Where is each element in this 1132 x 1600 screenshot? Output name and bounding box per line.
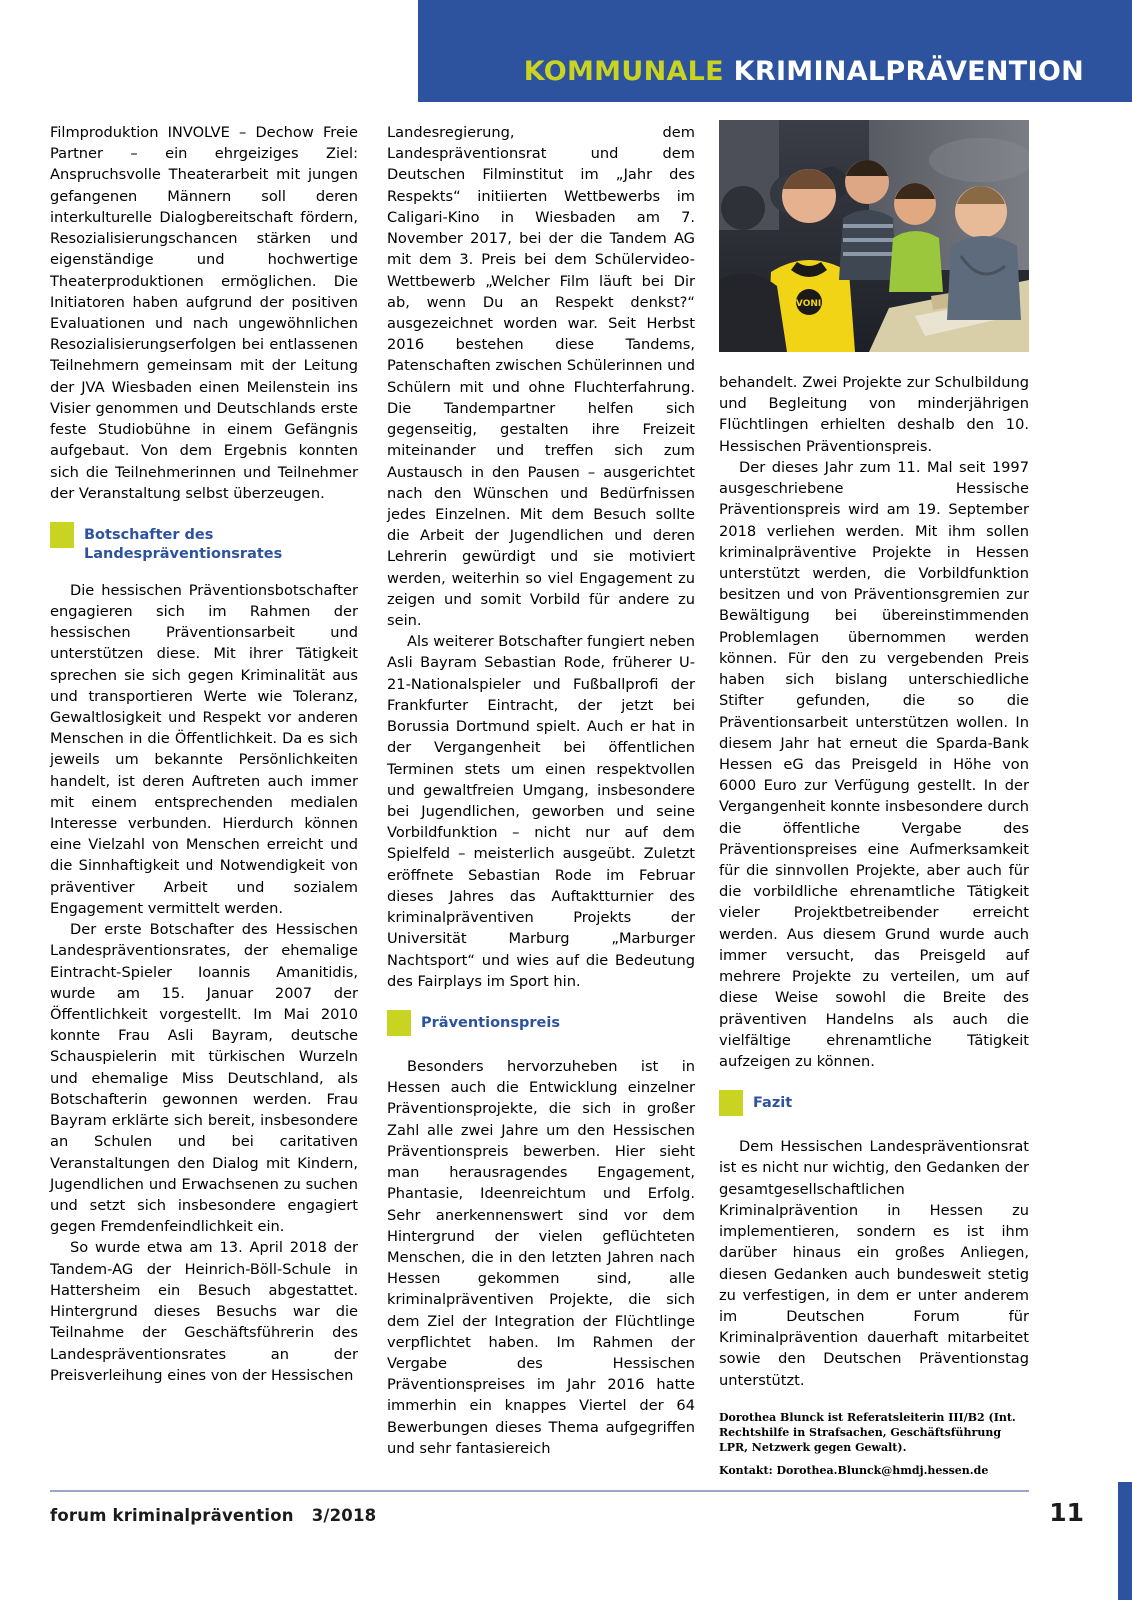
subheading-marker [719, 1090, 743, 1116]
subheading-praeventionspreis [387, 1014, 695, 1040]
page-title-part2: KRIMINALPRÄVENTION [733, 56, 1084, 87]
paragraph: Der erste Botschafter des Hessischen Landespräventionsrates, der ehemalige Eintracht-Spieler Ioannis Amanitidis, wurde am 15. Januar 2007 der Öffentlichkeit vorgestellt. Im Mai 2010 konnte Frau Asli Bayram, deutsche Schauspielerin mit türkischen Wurzeln und ehemalige Miss Deutschland, als Botschafterin gewonnen werden. Frau Bayram erklärte sich bereit, insbesondere an Schulen und bei caritativen Veranstaltungen den Dialog mit Kindern, Jugendlichen und Erwachsenen zu suchen und setzt sich insbesondere engagiert gegen Fremdenfeindlichkeit ein. [50, 921, 358, 1236]
paragraph: behandelt. Zwei Projekte zur Schulbildung und Begleitung von minderjährigen Flüchtlingen erhielten deshalb den 10. Hessischen Präventionspreis. [719, 374, 1029, 455]
page-title-part1: KOMMUNALE [523, 56, 724, 87]
paragraph: Die hessischen Präventionsbotschafter engagieren sich im Rahmen der hessischen Präventionsarbeit und unterstützen diese. Mit ihrer Tätigkeit sprechen sie sich gegen Kriminalität aus und transportieren Werte wie Toleranz, Gewaltlosigkeit und Respekt vor anderen Menschen in die Öffentlichkeit. Da es sich jeweils um bekannte Persönlichkeiten handelt, ist deren Auftreten auch immer mit einem entsprechenden medialen Interesse verbunden. Hierdurch können eine Vielzahl von Menschen erreicht und die Sinnhaftigkeit und Notwendigkeit von präventiver Arbeit und sozialem Engagement vermittelt werden. [50, 581, 358, 917]
article-photo [719, 120, 1029, 352]
paragraph: So wurde etwa am 13. April 2018 der Tandem-AG der Heinrich-Böll-Schule in Hattersheim ein Besuch abgestattet. Hintergrund dieses Besuchs war die Teilnahme der Geschäftsführerin des Landespräventionsrates an der Preisverleihung eines von der Hessischen [50, 1239, 358, 1384]
subheading-marker [50, 522, 74, 548]
page-title [524, 56, 1084, 87]
paragraph: Landesregierung, dem Landespräventionsrat und dem Deutschen Filminstitut im „Jahr des Respekts“ initiierten Wettbewerbs im Caligari-Kino in Wiesbaden am 7. November 2017, bei der die Tandem AG mit dem 3. Preis bei dem Schülervideo-Wettbewerb „Welcher Film läuft bei Dir ab, wenn Du an Respekt denkst?“ ausgezeichnet worden war. Seit Herbst 2016 bestehen diese Tandems, Patenschaften zwischen Schülerinnen und Schülern mit und ohne Fluchterfahrung. Die Tandempartner helfen sich gegenseitig, gestalten ihre Freizeit miteinander und treffen sich zum Austausch in den Pausen – ausgerichtet nach den Wünschen und Bedürfnissen jedes Einzelnen. Mit dem Besuch sollte die Arbeit der Jugendlichen und deren Lehrerin gewürdigt und sie motiviert werden, weiterhin so viel Engagement zu zeigen und somit Vorbild für andere zu sein. [387, 124, 695, 630]
subheading-botschafter [50, 526, 358, 564]
footer-publication [50, 1506, 376, 1525]
issue-number: 3/2018 [311, 1506, 377, 1525]
paragraph: Filmproduktion INVOLVE – Dechow Freie Partner – ein ehrgeiziges Ziel: Anspruchsvolle Theaterarbeit mit jungen gefangenen Männern soll deren interkulturelle Dialogbereitschaft fördern, Resozialisierungschancen stärken und eigenständige und hochwertige Theaterproduktionen ermöglichen. Die Initiatoren haben aufgrund der positiven Evaluationen und nach ungewöhnlichen Resozialisierungserfolgen bei entlassenen Teilnehmern gemeinsam mit der Leitung der JVA Wiesbaden einen Meilenstein ins Visier genommen und Deutschlands erste feste Studiobühne in einem Gefängnis aufgebaut. Von dem Ergebnis konnten sich die Teilnehmerinnen und Teilnehmer der Veranstaltung selbst überzeugen. [50, 124, 358, 502]
publication-name: forum kriminalprävention [50, 1506, 294, 1525]
paragraph: Besonders hervorzuheben ist in Hessen auch die Entwicklung einzelner Präventionsprojekte, die sich in großer Zahl alle zwei Jahre um den Hessischen Präventionspreis bewerben. Hier sieht man herausragendes Engagement, Phantasie, Ideenreichtum und Erfolg. Sehr anerkennenswert sind vor dem Hintergrund der vielen geflüchteten Menschen, die in den letzten Jahren nach Hessen gekommen sind, alle kriminalpräventiven Projekte, die sich dem Ziel der Integration der Flüchtlinge verpflichtet haben. Im Rahmen der Vergabe des Hessischen Präventionspreises im Jahr 2016 hatte immerhin ein knappes Viertel der 64 Bewerbungen dieses Thema aufgegriffen und sehr fantasiereich [387, 1057, 695, 1457]
subheading-label: Fazit [753, 1095, 793, 1112]
author-footnote [719, 1411, 1029, 1479]
svg-text:EVONIK: EVONIK [789, 299, 829, 309]
subheading-label: Botschafter des Landespräventionsrates [84, 526, 283, 562]
paragraph: Dem Hessischen Landespräventionsrat ist es nicht nur wichtig, den Gedanken der gesamtgesellschaftlichen Kriminalprävention in Hessen zu implementieren, sondern es ist ihm darüber hinaus ein großes Anliegen, diesen Gedanken auch bundesweit stetig zu verfestigen, in dem er unter anderem im Deutschen Forum für Kriminalprävention dauerhaft mitarbeitet sowie den Deutschen Präventionstag unterstützt. [719, 1138, 1029, 1389]
subheading-marker [387, 1010, 411, 1036]
author-contact[interactable]: Kontakt: Dorothea.Blunck@hmdj.hessen.de [719, 1464, 989, 1478]
paragraph: Der dieses Jahr zum 11. Mal seit 1997 ausgeschriebene Hessische Präventionspreis wird am 19. September 2018 verliehen werden. Mit ihm sollen kriminalpräventive Projekte in Hessen unterstützt werden, die Vorbildfunktion besitzen und von Präventionsgremien zur Bewältigung bei übereinstimmenden Problemlagen übernommen werden können. Für den zu vergebenden Preis haben sich bislang unterschiedliche Stifter gefunden, die so die Präventionsarbeit unterstützen wollen. In diesem Jahr hat erneut die Sparda-Bank Hessen eG das Preisgeld in Höhe von 6000 Euro zur Verfügung gestellt. In der Vergangenheit konnte insbesondere durch die öffentliche Vergabe des Präventionspreises eine Aufmerksamkeit für die sinnvollen Projekte, aber auch für die vorbildliche ehrenamtliche Tätigkeit vieler Projektbetreibender erreicht werden. Aus diesem Grund wurde auch immer versucht, das Preisgeld auf mehrere Projekte zu verteilen, um auf diese Weise sowohl die Breite des präventiven Handelns als auch die vielfältige ehrenamtliche Tätigkeit aufzeigen zu können. [719, 458, 1029, 1070]
text-column-1 [50, 122, 358, 1386]
footer-edge-bar [1118, 1482, 1132, 1600]
subheading-label: Präventionspreis [421, 1014, 560, 1031]
author-role: Dorothea Blunck ist Referatsleiterin III/B2 (Int. Rechtshilfe in Strafsachen, Geschäftsführung LPR, Netzwerk gegen Gewalt). [719, 1410, 1016, 1454]
footer-divider [50, 1490, 1029, 1492]
subheading-fazit [719, 1094, 1029, 1120]
text-column-3 [719, 372, 1029, 1479]
page-number: 11 [1049, 1498, 1084, 1527]
text-column-2 [387, 122, 695, 1459]
paragraph: Als weiterer Botschafter fungiert neben Asli Bayram Sebastian Rode, früherer U-21-Nationalspieler und Fußballprofi der Frankfurter Eintracht, der jetzt bei Borussia Dortmund spielt. Auch er hat in der Vergangenheit bei öffentlichen Terminen stets um einen respektvollen und gewaltfreien Umgang, insbesondere bei Jugendlichen, geworben und seine Vorbildfunktion – nicht nur auf dem Spielfeld – meisterlich ausgeübt. Zuletzt eröffnete Sebastian Rode im Februar dieses Jahres das Auftaktturnier des kriminalpräventiven Projekts der Universität Marburg „Marburger Nachtsport“ und wies auf die Bedeutung des Fairplays im Sport hin. [387, 633, 695, 990]
